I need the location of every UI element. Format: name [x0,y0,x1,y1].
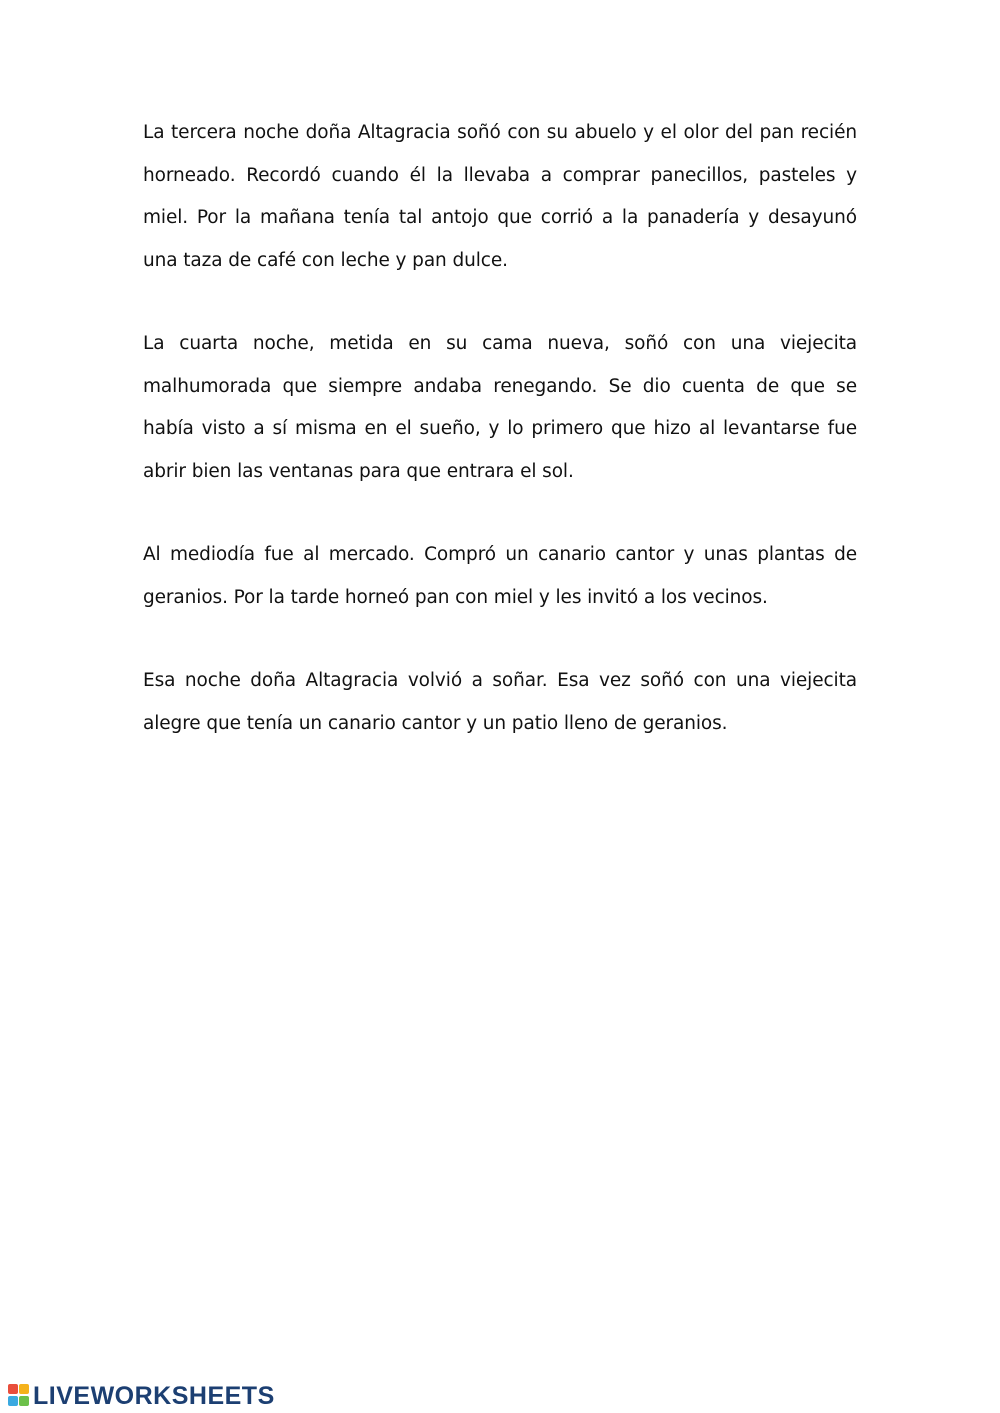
paragraph-3: Al mediodía fue al mercado. Compró un canario cantor y unas plantas de geranios. Por la tarde horneó pan con miel y les invitó a los vecinos. [143,544,857,608]
logo-wordmark: LIVEWORKSHEETS [33,1381,275,1410]
paragraph-4: Esa noche doña Altagracia volvió a soñar. Esa vez soñó con una viejecita alegre que tenía un canario cantor y un patio lleno de geranios. [143,670,857,734]
paragraph-1: La tercera noche doña Altagracia soñó con su abuelo y el olor del pan recién horneado. Recordó cuando él la llevaba a comprar panecillos, pasteles y miel. Por la mañana tenía tal antojo que corrió a la panadería y desayunó una taza de café con leche y pan dulce. [143,122,857,271]
story-text [143,112,857,745]
liveworksheets-logo [8,1381,275,1411]
paragraph-2: La cuarta noche, metida en su cama nueva, soñó con una viejecita malhumorada que siempre andaba renegando. Se dio cuenta de que se había visto a sí misma en el sueño, y lo primero que hizo al levantarse fue abrir bien las ventanas para que entrara el sol. [143,333,857,482]
blocks-icon [8,1384,30,1408]
